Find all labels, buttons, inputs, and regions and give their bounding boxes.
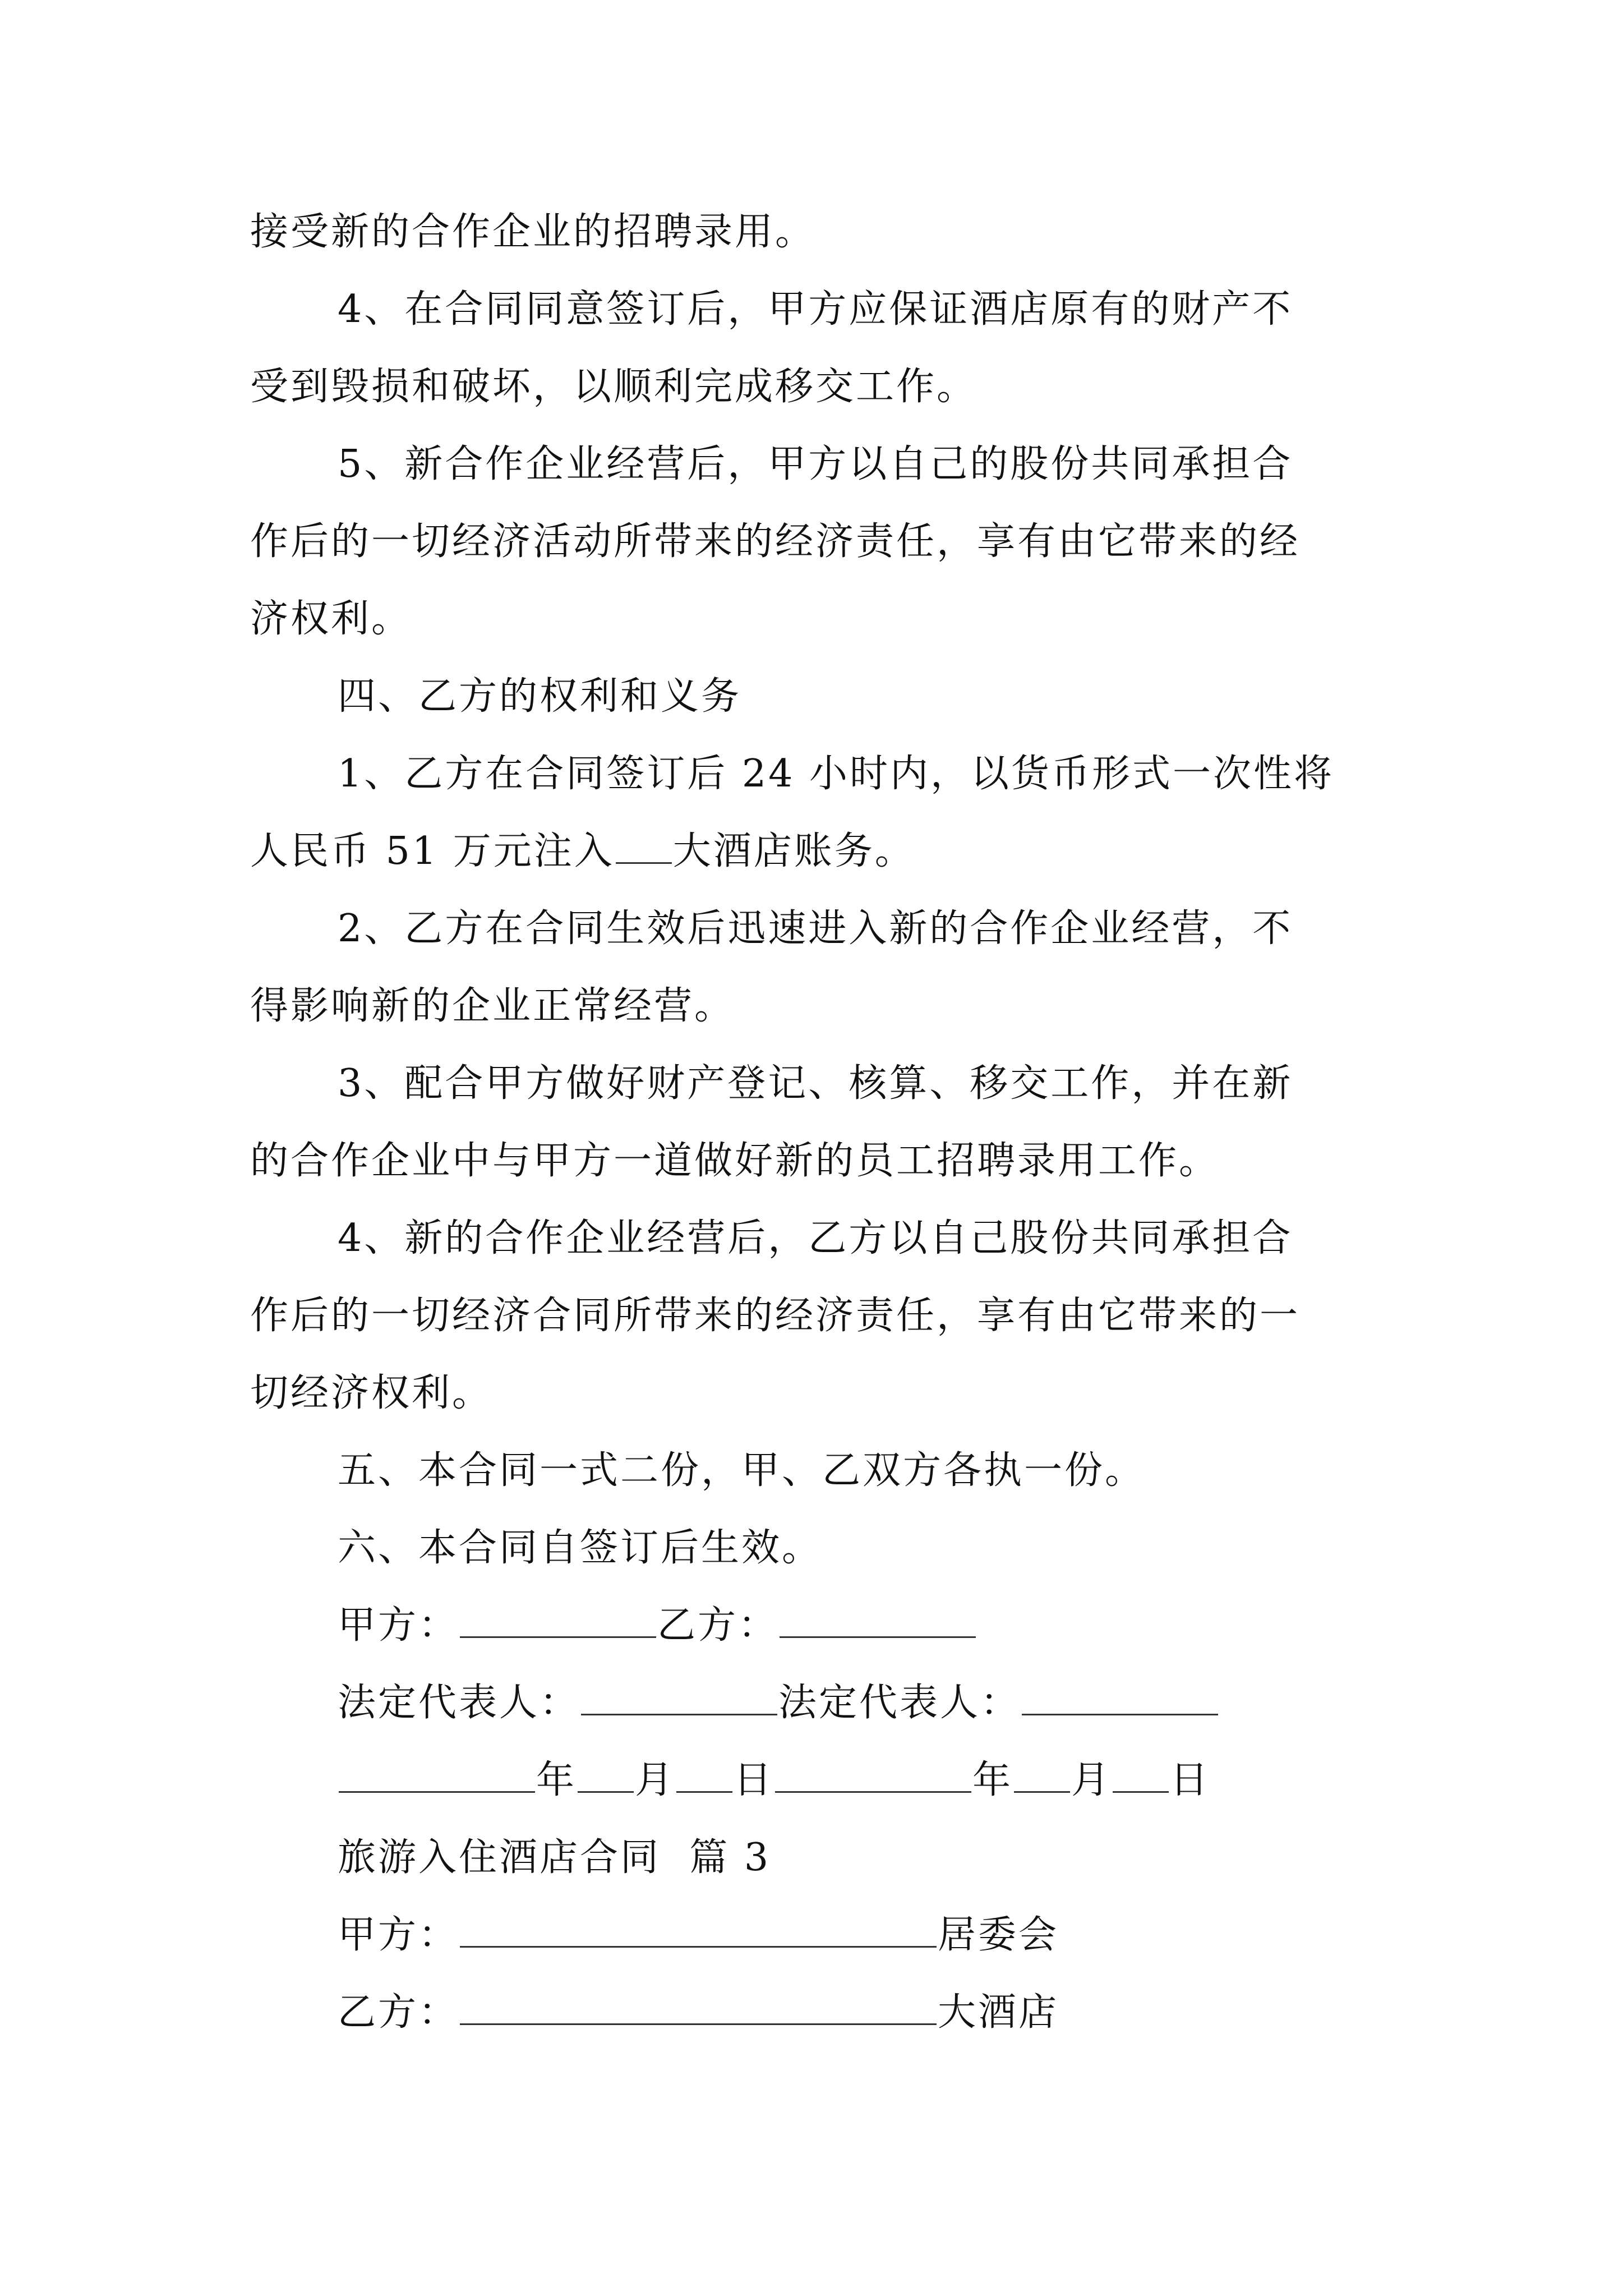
legal-rep-a-label: 法定代表人：: [338, 1681, 580, 1725]
party-b-blank: [780, 1597, 976, 1638]
paragraph-line: 作后的一切经济活动所带来的经济责任，享有由它带来的经: [250, 519, 1301, 564]
day-a-label: 日: [734, 1758, 774, 1802]
year-a-blank: [339, 1752, 535, 1793]
month-a-label: 月: [635, 1758, 676, 1802]
month-b-label: 月: [1071, 1758, 1112, 1802]
legal-rep-b-label: 法定代表人：: [778, 1681, 1021, 1725]
paragraph-line: 切经济权利。: [250, 1371, 493, 1415]
text-fragment: 大酒店账务。: [672, 829, 915, 873]
section3-party-a-blank: [460, 1907, 937, 1948]
section3-part: 篇 3: [689, 1835, 771, 1880]
clause-b2-line: 2、乙方在合同生效后迅速进入新的合作企业经营，不: [338, 907, 1293, 951]
section3-party-a-suffix: 居委会: [938, 1913, 1059, 1957]
day-b-label: 日: [1170, 1758, 1211, 1802]
party-a-blank: [460, 1597, 656, 1638]
paragraph-line: 的合作企业中与甲方一道做好新的员工招聘录用工作。: [250, 1139, 1220, 1183]
section3-title-row: [250, 1819, 1394, 1897]
clause-a4-line: 4、在合同同意签订后，甲方应保证酒店原有的财产不: [338, 287, 1293, 332]
clause-b3-line: 3、配合甲方做好财产登记、核算、移交工作，并在新: [338, 1061, 1293, 1106]
section3-party-b-label: 乙方：: [338, 1990, 459, 2035]
paragraph-line: 济权利。: [250, 597, 412, 641]
clause-effective: 六、本合同自签订后生效。: [338, 1526, 823, 1570]
paragraph-line: 得影响新的企业正常经营。: [250, 984, 735, 1028]
signature-parties-row: [250, 1587, 1394, 1664]
paragraph-line: 接受新的合作企业的招聘录用。: [250, 210, 816, 254]
day-b-blank: [1113, 1752, 1169, 1793]
month-a-blank: [578, 1752, 634, 1793]
section3-party-b-suffix: 大酒店: [938, 1990, 1059, 2035]
year-b-label: 年: [972, 1758, 1013, 1802]
signature-date-row: [250, 1742, 1394, 1819]
clause-b4-line: 4、新的合作企业经营后，乙方以自己股份共同承担合: [338, 1216, 1293, 1260]
section3-title: 旅游入住酒店合同: [338, 1835, 661, 1880]
legal-rep-b-blank: [1022, 1674, 1218, 1715]
section3-party-a-label: 甲方：: [338, 1913, 459, 1957]
month-b-blank: [1014, 1752, 1070, 1793]
clause-b1-line: 1、乙方在合同签订后 24 小时内，以货币形式一次性将: [338, 752, 1335, 796]
section3-party-b-blank: [460, 1984, 937, 2025]
section3-party-b-row: [250, 1974, 1394, 2051]
clause-a5-line: 5、新合作企业经营后，甲方以自己的股份共同承担合: [338, 442, 1293, 486]
signature-legal-rep-row: [250, 1664, 1394, 1742]
section3-party-a-row: [250, 1897, 1394, 1974]
party-b-label: 乙方：: [657, 1603, 779, 1648]
legal-rep-a-blank: [581, 1674, 777, 1715]
blank-hotel-name: [616, 823, 672, 864]
party-a-label: 甲方：: [338, 1603, 459, 1648]
year-a-label: 年: [536, 1758, 577, 1802]
paragraph-line: 受到毁损和破坏，以顺利完成移交工作。: [250, 365, 978, 409]
clause-copies: 五、本合同一式二份，甲、乙双方各执一份。: [338, 1448, 1146, 1493]
section-heading-party-b: 四、乙方的权利和义务: [338, 674, 742, 719]
day-a-blank: [676, 1752, 732, 1793]
contract-body: [250, 194, 1394, 2051]
paragraph-line: [250, 813, 1394, 890]
paragraph-line: 作后的一切经济合同所带来的经济责任，享有由它带来的一: [250, 1294, 1301, 1338]
text-fragment: 人民币 51 万元注入: [250, 829, 615, 873]
year-b-blank: [775, 1752, 971, 1793]
